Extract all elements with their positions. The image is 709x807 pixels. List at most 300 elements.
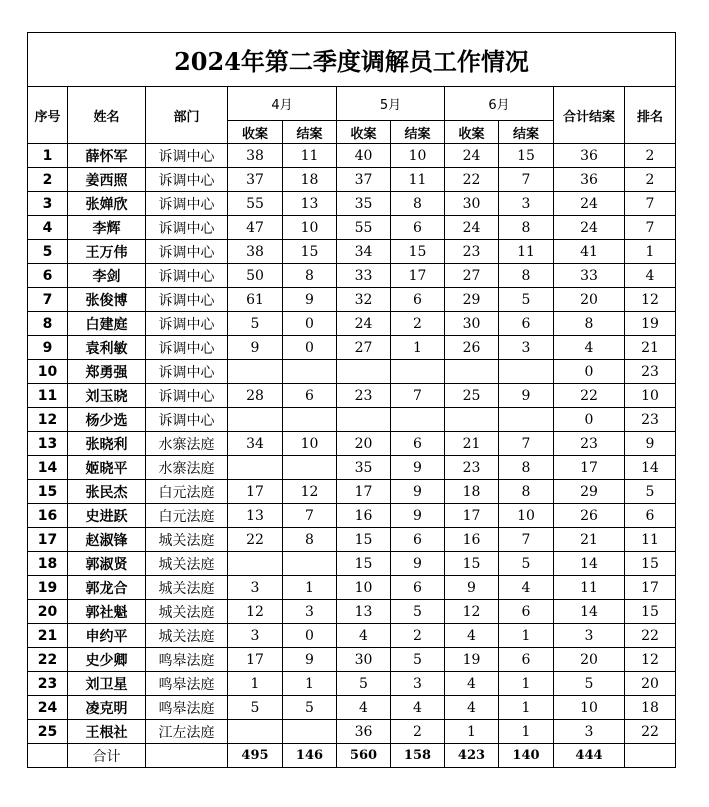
totals-apr-closed: 146 <box>283 744 337 768</box>
name-cell: 王万伟 <box>68 240 146 264</box>
table-row <box>28 696 676 720</box>
apr-closed-cell: 3 <box>283 600 337 624</box>
table-row <box>28 720 676 744</box>
seq-cell: 16 <box>28 504 68 528</box>
may-received-cell: 36 <box>337 720 391 744</box>
total-closed-cell: 23 <box>554 432 625 456</box>
apr-received-cell: 34 <box>228 432 283 456</box>
jun-closed-cell: 8 <box>499 216 554 240</box>
totals-apr-received: 495 <box>228 744 283 768</box>
name-cell: 凌克明 <box>68 696 146 720</box>
table-row <box>28 528 676 552</box>
header-closed: 结案 <box>499 121 554 144</box>
apr-received-cell: 38 <box>228 240 283 264</box>
rank-cell: 18 <box>625 696 676 720</box>
jun-closed-cell: 7 <box>499 168 554 192</box>
total-closed-cell: 14 <box>554 600 625 624</box>
jun-received-cell: 27 <box>445 264 499 288</box>
rank-cell: 10 <box>625 384 676 408</box>
jun-closed-cell: 3 <box>499 336 554 360</box>
header-seq: 序号 <box>28 87 68 144</box>
may-closed-cell: 2 <box>391 720 445 744</box>
apr-closed-cell: 9 <box>283 288 337 312</box>
table-title: 2024年第二季度调解员工作情况 <box>28 33 676 87</box>
dept-cell: 白元法庭 <box>146 480 228 504</box>
dept-cell: 城关法庭 <box>146 552 228 576</box>
may-closed-cell: 6 <box>391 288 445 312</box>
header-closed: 结案 <box>283 121 337 144</box>
name-cell: 刘玉晓 <box>68 384 146 408</box>
may-received-cell: 16 <box>337 504 391 528</box>
seq-cell: 20 <box>28 600 68 624</box>
may-closed-cell: 6 <box>391 576 445 600</box>
rank-cell: 23 <box>625 360 676 384</box>
dept-cell: 诉调中心 <box>146 312 228 336</box>
seq-cell: 9 <box>28 336 68 360</box>
name-cell: 史少卿 <box>68 648 146 672</box>
apr-closed-cell: 10 <box>283 432 337 456</box>
seq-cell: 12 <box>28 408 68 432</box>
apr-closed-cell: 1 <box>283 576 337 600</box>
total-closed-cell: 41 <box>554 240 625 264</box>
table-row <box>28 384 676 408</box>
jun-closed-cell: 3 <box>499 192 554 216</box>
totals-label: 合计 <box>68 744 146 768</box>
apr-received-cell <box>228 552 283 576</box>
apr-closed-cell: 15 <box>283 240 337 264</box>
dept-cell: 鸣皋法庭 <box>146 696 228 720</box>
jun-received-cell: 23 <box>445 456 499 480</box>
dept-cell: 水寨法庭 <box>146 432 228 456</box>
may-received-cell: 23 <box>337 384 391 408</box>
seq-cell: 11 <box>28 384 68 408</box>
may-received-cell: 4 <box>337 696 391 720</box>
jun-closed-cell <box>499 408 554 432</box>
may-closed-cell <box>391 408 445 432</box>
dept-cell: 诉调中心 <box>146 360 228 384</box>
dept-cell: 诉调中心 <box>146 384 228 408</box>
seq-cell: 17 <box>28 528 68 552</box>
apr-closed-cell <box>283 720 337 744</box>
apr-closed-cell: 8 <box>283 528 337 552</box>
name-cell: 王根社 <box>68 720 146 744</box>
total-closed-cell: 20 <box>554 288 625 312</box>
jun-closed-cell: 11 <box>499 240 554 264</box>
dept-cell: 诉调中心 <box>146 288 228 312</box>
table-row <box>28 672 676 696</box>
total-closed-cell: 17 <box>554 456 625 480</box>
jun-closed-cell: 4 <box>499 576 554 600</box>
apr-closed-cell: 0 <box>283 336 337 360</box>
total-closed-cell: 4 <box>554 336 625 360</box>
may-received-cell: 55 <box>337 216 391 240</box>
header-month-6: 6月 <box>445 87 554 121</box>
jun-received-cell <box>445 360 499 384</box>
may-closed-cell: 1 <box>391 336 445 360</box>
may-closed-cell: 15 <box>391 240 445 264</box>
seq-cell: 8 <box>28 312 68 336</box>
name-cell: 姜西照 <box>68 168 146 192</box>
apr-received-cell: 61 <box>228 288 283 312</box>
rank-cell: 9 <box>625 432 676 456</box>
table-row <box>28 240 676 264</box>
apr-received-cell: 13 <box>228 504 283 528</box>
may-closed-cell: 6 <box>391 216 445 240</box>
mediator-work-table <box>27 32 676 768</box>
may-received-cell: 32 <box>337 288 391 312</box>
dept-cell: 江左法庭 <box>146 720 228 744</box>
totals-total-closed: 444 <box>554 744 625 768</box>
table-row <box>28 192 676 216</box>
header-received: 收案 <box>445 121 499 144</box>
seq-cell: 3 <box>28 192 68 216</box>
seq-cell: 10 <box>28 360 68 384</box>
total-closed-cell: 0 <box>554 360 625 384</box>
may-received-cell: 34 <box>337 240 391 264</box>
may-closed-cell: 6 <box>391 528 445 552</box>
jun-received-cell: 9 <box>445 576 499 600</box>
header-name: 姓名 <box>68 87 146 144</box>
jun-closed-cell: 6 <box>499 312 554 336</box>
apr-received-cell: 37 <box>228 168 283 192</box>
total-closed-cell: 0 <box>554 408 625 432</box>
apr-closed-cell: 12 <box>283 480 337 504</box>
apr-closed-cell <box>283 552 337 576</box>
total-closed-cell: 36 <box>554 168 625 192</box>
jun-closed-cell: 8 <box>499 264 554 288</box>
jun-received-cell: 19 <box>445 648 499 672</box>
jun-received-cell: 30 <box>445 312 499 336</box>
seq-cell: 22 <box>28 648 68 672</box>
apr-closed-cell: 1 <box>283 672 337 696</box>
dept-cell: 城关法庭 <box>146 600 228 624</box>
jun-closed-cell: 1 <box>499 624 554 648</box>
jun-closed-cell: 6 <box>499 600 554 624</box>
jun-received-cell: 23 <box>445 240 499 264</box>
table-row <box>28 432 676 456</box>
apr-received-cell: 12 <box>228 600 283 624</box>
total-closed-cell: 14 <box>554 552 625 576</box>
dept-cell: 城关法庭 <box>146 576 228 600</box>
name-cell: 张民杰 <box>68 480 146 504</box>
jun-closed-cell: 10 <box>499 504 554 528</box>
apr-closed-cell: 10 <box>283 216 337 240</box>
total-closed-cell: 3 <box>554 624 625 648</box>
dept-cell: 诉调中心 <box>146 408 228 432</box>
rank-cell: 21 <box>625 336 676 360</box>
jun-closed-cell: 7 <box>499 528 554 552</box>
apr-received-cell <box>228 360 283 384</box>
apr-received-cell: 3 <box>228 576 283 600</box>
may-received-cell: 35 <box>337 192 391 216</box>
total-closed-cell: 5 <box>554 672 625 696</box>
seq-cell: 13 <box>28 432 68 456</box>
jun-received-cell: 4 <box>445 696 499 720</box>
apr-closed-cell: 18 <box>283 168 337 192</box>
name-cell: 张婵欣 <box>68 192 146 216</box>
total-closed-cell: 36 <box>554 144 625 168</box>
name-cell: 白建庭 <box>68 312 146 336</box>
jun-received-cell: 29 <box>445 288 499 312</box>
seq-cell: 14 <box>28 456 68 480</box>
apr-closed-cell: 5 <box>283 696 337 720</box>
apr-received-cell: 47 <box>228 216 283 240</box>
table-row <box>28 648 676 672</box>
name-cell: 杨少选 <box>68 408 146 432</box>
dept-cell: 水寨法庭 <box>146 456 228 480</box>
may-closed-cell: 4 <box>391 696 445 720</box>
header-closed: 结案 <box>391 121 445 144</box>
header-received: 收案 <box>337 121 391 144</box>
jun-received-cell: 16 <box>445 528 499 552</box>
may-closed-cell <box>391 360 445 384</box>
jun-received-cell: 30 <box>445 192 499 216</box>
may-closed-cell: 11 <box>391 168 445 192</box>
totals-row <box>28 744 676 768</box>
table-row <box>28 480 676 504</box>
rank-cell: 7 <box>625 216 676 240</box>
may-closed-cell: 8 <box>391 192 445 216</box>
may-received-cell: 30 <box>337 648 391 672</box>
total-closed-cell: 29 <box>554 480 625 504</box>
rank-cell: 20 <box>625 672 676 696</box>
name-cell: 赵淑锋 <box>68 528 146 552</box>
name-cell: 郭龙合 <box>68 576 146 600</box>
may-received-cell: 33 <box>337 264 391 288</box>
apr-closed-cell <box>283 408 337 432</box>
total-closed-cell: 33 <box>554 264 625 288</box>
seq-cell: 25 <box>28 720 68 744</box>
rank-cell: 6 <box>625 504 676 528</box>
may-closed-cell: 6 <box>391 432 445 456</box>
apr-closed-cell <box>283 360 337 384</box>
rank-cell: 15 <box>625 552 676 576</box>
seq-cell: 18 <box>28 552 68 576</box>
name-cell: 张晓利 <box>68 432 146 456</box>
table-row <box>28 216 676 240</box>
name-cell: 郭淑贤 <box>68 552 146 576</box>
may-received-cell: 10 <box>337 576 391 600</box>
totals-may-received: 560 <box>337 744 391 768</box>
may-closed-cell: 9 <box>391 504 445 528</box>
jun-closed-cell: 9 <box>499 384 554 408</box>
apr-received-cell: 50 <box>228 264 283 288</box>
apr-closed-cell: 0 <box>283 312 337 336</box>
header-rank: 排名 <box>625 87 676 144</box>
total-closed-cell: 8 <box>554 312 625 336</box>
name-cell: 姬晓平 <box>68 456 146 480</box>
rank-cell: 5 <box>625 480 676 504</box>
apr-received-cell: 22 <box>228 528 283 552</box>
may-received-cell <box>337 408 391 432</box>
may-closed-cell: 9 <box>391 456 445 480</box>
apr-closed-cell: 0 <box>283 624 337 648</box>
may-received-cell: 20 <box>337 432 391 456</box>
seq-cell: 15 <box>28 480 68 504</box>
apr-received-cell <box>228 720 283 744</box>
jun-received-cell: 24 <box>445 144 499 168</box>
seq-cell: 7 <box>28 288 68 312</box>
name-cell: 李辉 <box>68 216 146 240</box>
may-closed-cell: 10 <box>391 144 445 168</box>
rank-cell: 14 <box>625 456 676 480</box>
seq-cell: 21 <box>28 624 68 648</box>
header-month-5: 5月 <box>337 87 445 121</box>
table-row <box>28 288 676 312</box>
apr-received-cell: 5 <box>228 696 283 720</box>
apr-received-cell <box>228 456 283 480</box>
dept-cell: 诉调中心 <box>146 168 228 192</box>
may-received-cell: 37 <box>337 168 391 192</box>
jun-closed-cell: 15 <box>499 144 554 168</box>
may-closed-cell: 5 <box>391 648 445 672</box>
name-cell: 张俊博 <box>68 288 146 312</box>
totals-seq-cell <box>28 744 68 768</box>
may-received-cell: 35 <box>337 456 391 480</box>
may-closed-cell: 2 <box>391 624 445 648</box>
apr-received-cell: 1 <box>228 672 283 696</box>
jun-received-cell: 12 <box>445 600 499 624</box>
table-row <box>28 144 676 168</box>
may-received-cell <box>337 360 391 384</box>
seq-cell: 5 <box>28 240 68 264</box>
apr-received-cell: 55 <box>228 192 283 216</box>
seq-cell: 2 <box>28 168 68 192</box>
apr-received-cell: 17 <box>228 648 283 672</box>
table-row <box>28 504 676 528</box>
seq-cell: 4 <box>28 216 68 240</box>
apr-received-cell: 5 <box>228 312 283 336</box>
jun-closed-cell: 5 <box>499 552 554 576</box>
jun-closed-cell: 1 <box>499 672 554 696</box>
may-received-cell: 15 <box>337 528 391 552</box>
table-row <box>28 408 676 432</box>
rank-cell: 22 <box>625 624 676 648</box>
jun-closed-cell: 8 <box>499 456 554 480</box>
rank-cell: 2 <box>625 144 676 168</box>
name-cell: 史进跃 <box>68 504 146 528</box>
header-month-4: 4月 <box>228 87 337 121</box>
may-received-cell: 4 <box>337 624 391 648</box>
jun-closed-cell: 5 <box>499 288 554 312</box>
seq-cell: 1 <box>28 144 68 168</box>
totals-jun-received: 423 <box>445 744 499 768</box>
total-closed-cell: 21 <box>554 528 625 552</box>
may-closed-cell: 3 <box>391 672 445 696</box>
apr-closed-cell: 11 <box>283 144 337 168</box>
dept-cell: 城关法庭 <box>146 624 228 648</box>
jun-received-cell <box>445 408 499 432</box>
apr-received-cell: 17 <box>228 480 283 504</box>
header-dept: 部门 <box>146 87 228 144</box>
totals-dept-cell <box>146 744 228 768</box>
may-closed-cell: 17 <box>391 264 445 288</box>
apr-closed-cell: 7 <box>283 504 337 528</box>
dept-cell: 诉调中心 <box>146 192 228 216</box>
table-row <box>28 312 676 336</box>
rank-cell: 7 <box>625 192 676 216</box>
apr-received-cell: 28 <box>228 384 283 408</box>
jun-received-cell: 17 <box>445 504 499 528</box>
jun-received-cell: 15 <box>445 552 499 576</box>
apr-closed-cell: 6 <box>283 384 337 408</box>
seq-cell: 6 <box>28 264 68 288</box>
totals-jun-closed: 140 <box>499 744 554 768</box>
apr-closed-cell: 8 <box>283 264 337 288</box>
seq-cell: 19 <box>28 576 68 600</box>
total-closed-cell: 26 <box>554 504 625 528</box>
header-received: 收案 <box>228 121 283 144</box>
table-row <box>28 168 676 192</box>
table-row <box>28 600 676 624</box>
rank-cell: 11 <box>625 528 676 552</box>
dept-cell: 诉调中心 <box>146 336 228 360</box>
may-closed-cell: 5 <box>391 600 445 624</box>
may-received-cell: 24 <box>337 312 391 336</box>
dept-cell: 诉调中心 <box>146 264 228 288</box>
total-closed-cell: 22 <box>554 384 625 408</box>
totals-may-closed: 158 <box>391 744 445 768</box>
rank-cell: 19 <box>625 312 676 336</box>
name-cell: 李剑 <box>68 264 146 288</box>
rank-cell: 22 <box>625 720 676 744</box>
may-received-cell: 40 <box>337 144 391 168</box>
total-closed-cell: 3 <box>554 720 625 744</box>
jun-received-cell: 21 <box>445 432 499 456</box>
jun-closed-cell: 1 <box>499 696 554 720</box>
seq-cell: 24 <box>28 696 68 720</box>
table-row <box>28 624 676 648</box>
jun-received-cell: 25 <box>445 384 499 408</box>
dept-cell: 白元法庭 <box>146 504 228 528</box>
total-closed-cell: 20 <box>554 648 625 672</box>
may-received-cell: 17 <box>337 480 391 504</box>
totals-rank <box>625 744 676 768</box>
may-closed-cell: 7 <box>391 384 445 408</box>
jun-received-cell: 1 <box>445 720 499 744</box>
apr-closed-cell <box>283 456 337 480</box>
name-cell: 郑勇强 <box>68 360 146 384</box>
name-cell: 申约平 <box>68 624 146 648</box>
jun-closed-cell: 6 <box>499 648 554 672</box>
jun-closed-cell <box>499 360 554 384</box>
may-received-cell: 13 <box>337 600 391 624</box>
dept-cell: 鸣皋法庭 <box>146 648 228 672</box>
total-closed-cell: 24 <box>554 192 625 216</box>
jun-closed-cell: 1 <box>499 720 554 744</box>
may-received-cell: 15 <box>337 552 391 576</box>
table-row <box>28 576 676 600</box>
total-closed-cell: 10 <box>554 696 625 720</box>
jun-received-cell: 4 <box>445 624 499 648</box>
rank-cell: 12 <box>625 288 676 312</box>
total-closed-cell: 11 <box>554 576 625 600</box>
apr-received-cell: 9 <box>228 336 283 360</box>
dept-cell: 诉调中心 <box>146 144 228 168</box>
dept-cell: 诉调中心 <box>146 216 228 240</box>
rank-cell: 15 <box>625 600 676 624</box>
name-cell: 刘卫星 <box>68 672 146 696</box>
may-closed-cell: 9 <box>391 480 445 504</box>
jun-closed-cell: 8 <box>499 480 554 504</box>
rank-cell: 12 <box>625 648 676 672</box>
total-closed-cell: 24 <box>554 216 625 240</box>
dept-cell: 诉调中心 <box>146 240 228 264</box>
may-received-cell: 5 <box>337 672 391 696</box>
header-total-closed: 合计结案 <box>554 87 625 144</box>
table-row <box>28 552 676 576</box>
rank-cell: 23 <box>625 408 676 432</box>
